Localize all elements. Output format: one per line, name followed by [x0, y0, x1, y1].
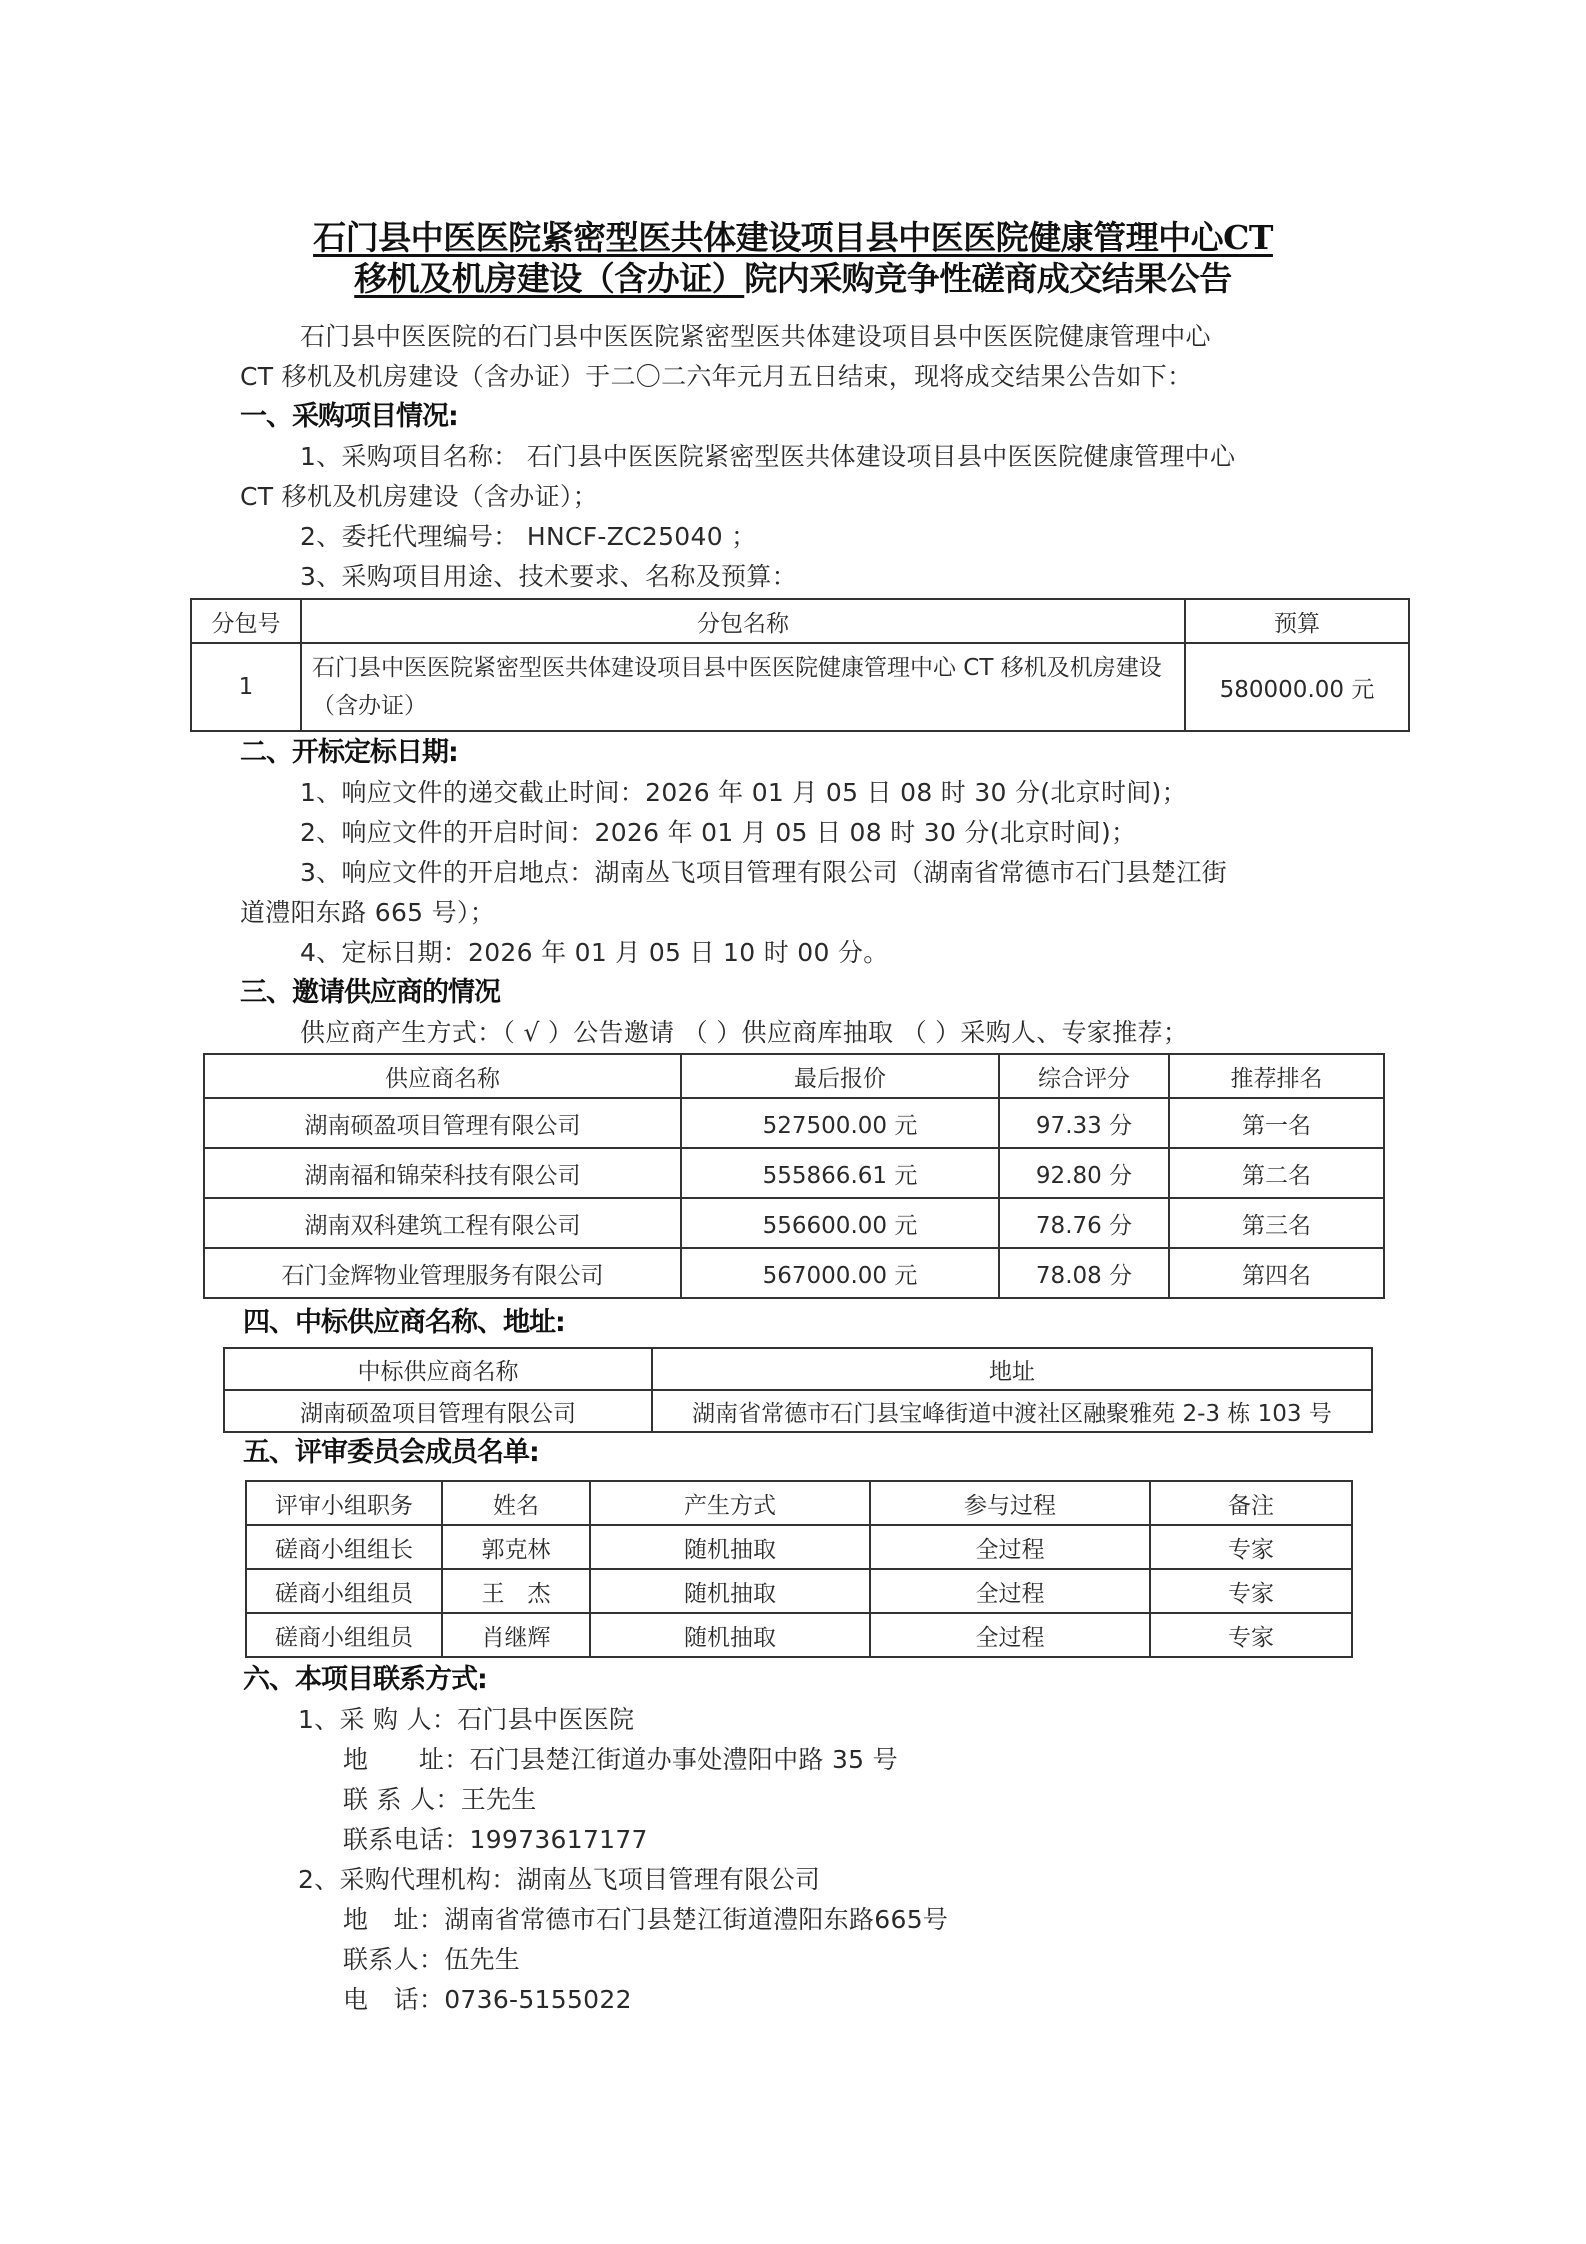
table-row — [246, 1525, 1352, 1569]
cell-role: 磋商小组组员 — [246, 1613, 442, 1657]
s2-item1: 1、响应文件的递交截止时间：2026 年 01 月 05 日 08 时 30 分(北京时间)； — [300, 778, 1187, 807]
cell-final-price: 567000.00 元 — [681, 1248, 999, 1298]
s3-supplier-method: 供应商产生方式：（ √ ）公告邀请 （ ）供应商库抽取 （ ）采购人、专家推荐； — [300, 1018, 1189, 1047]
s2-item4: 4、定标日期：2026 年 01 月 05 日 10 时 00 分。 — [300, 938, 889, 967]
review-committee-table — [245, 1480, 1353, 1658]
supplier-table — [203, 1053, 1385, 1299]
col-header-package-name: 分包名称 — [301, 599, 1185, 643]
cell-score: 78.08 分 — [999, 1248, 1169, 1298]
col-header-final-price: 最后报价 — [681, 1054, 999, 1098]
cell-package-no: 1 — [191, 643, 301, 731]
cell-score: 78.76 分 — [999, 1198, 1169, 1248]
agency-address: 地 址：湖南省常德市石门县楚江街道澧阳东路665号 — [343, 1905, 949, 1934]
col-header-package-no: 分包号 — [191, 599, 301, 643]
package-budget-table — [190, 598, 1410, 732]
cell-supplier-name: 湖南福和锦荣科技有限公司 — [204, 1148, 681, 1198]
section-1-heading: 一、采购项目情况: — [240, 401, 458, 432]
s1-item3: 3、采购项目用途、技术要求、名称及预算： — [300, 562, 797, 591]
table-header-row — [246, 1481, 1352, 1525]
intro-line-1: 石门县中医医院的石门县中医医院紧密型医共体建设项目县中医医院健康管理中心 — [300, 322, 1211, 351]
cell-selection: 随机抽取 — [590, 1613, 870, 1657]
s1-item1-line1: 1、采购项目名称： 石门县中医医院紧密型医共体建设项目县中医医院健康管理中心 — [300, 442, 1236, 471]
purchaser-phone: 联系电话：19973617177 — [343, 1825, 648, 1854]
table-row — [224, 1390, 1372, 1432]
cell-participation: 全过程 — [870, 1569, 1150, 1613]
cell-participation: 全过程 — [870, 1525, 1150, 1569]
col-header-address: 地址 — [652, 1348, 1372, 1390]
cell-final-price: 555866.61 元 — [681, 1148, 999, 1198]
cell-name: 郭克林 — [442, 1525, 590, 1569]
cell-selection: 随机抽取 — [590, 1525, 870, 1569]
cell-supplier-name: 石门金辉物业管理服务有限公司 — [204, 1248, 681, 1298]
agency-phone: 电 话：0736-5155022 — [343, 1985, 632, 2014]
title-text-1: 石门县中医医院紧密型医共体建设项目县中医医院健康管理中心CT — [313, 218, 1273, 257]
cell-rank: 第三名 — [1169, 1198, 1384, 1248]
section-3-heading: 三、邀请供应商的情况 — [240, 977, 500, 1008]
cell-winner-name: 湖南硕盈项目管理有限公司 — [224, 1390, 652, 1432]
document-title-line-1 — [0, 212, 1586, 259]
agency-label: 2、采购代理机构：湖南丛飞项目管理有限公司 — [298, 1865, 821, 1894]
col-header-winner-name: 中标供应商名称 — [224, 1348, 652, 1390]
cell-name: 肖继辉 — [442, 1613, 590, 1657]
cell-remark: 专家 — [1150, 1613, 1352, 1657]
col-header-budget: 预算 — [1185, 599, 1409, 643]
cell-score: 97.33 分 — [999, 1098, 1169, 1148]
title-underlined-part: 移机及机房建设（含办证） — [354, 259, 745, 298]
cell-rank: 第一名 — [1169, 1098, 1384, 1148]
purchaser-label: 1、采 购 人：石门县中医医院 — [298, 1705, 635, 1734]
cell-remark: 专家 — [1150, 1569, 1352, 1613]
table-header-row — [191, 599, 1409, 643]
s2-item3-line1: 3、响应文件的开启地点：湖南丛飞项目管理有限公司（湖南省常德市石门县楚江街 — [300, 858, 1228, 887]
col-header-supplier-name: 供应商名称 — [204, 1054, 681, 1098]
s2-item2: 2、响应文件的开启时间：2026 年 01 月 05 日 08 时 30 分(北京时间)； — [300, 818, 1137, 847]
table-row — [191, 643, 1409, 731]
col-header-score: 综合评分 — [999, 1054, 1169, 1098]
section-2-heading: 二、开标定标日期: — [240, 737, 458, 768]
s1-item1-line2: CT 移机及机房建设（含办证）； — [240, 482, 598, 511]
winning-supplier-table — [223, 1347, 1373, 1433]
table-row — [204, 1098, 1384, 1148]
s2-item3-line2: 道澧阳东路 665 号）； — [240, 898, 496, 927]
cell-score: 92.80 分 — [999, 1148, 1169, 1198]
table-row — [204, 1198, 1384, 1248]
cell-package-name: 石门县中医医院紧密型医共体建设项目县中医医院健康管理中心 CT 移机及机房建设（含办证） — [301, 643, 1185, 731]
table-row — [204, 1248, 1384, 1298]
col-header-selection: 产生方式 — [590, 1481, 870, 1525]
col-header-rank: 推荐排名 — [1169, 1054, 1384, 1098]
col-header-participation: 参与过程 — [870, 1481, 1150, 1525]
cell-name: 王 杰 — [442, 1569, 590, 1613]
cell-role: 磋商小组组员 — [246, 1569, 442, 1613]
col-header-remark: 备注 — [1150, 1481, 1352, 1525]
cell-winner-address: 湖南省常德市石门县宝峰街道中渡社区融聚雅苑 2-3 栋 103 号 — [652, 1390, 1372, 1432]
intro-line-2: CT 移机及机房建设（含办证）于二〇二六年元月五日结束，现将成交结果公告如下： — [240, 362, 1193, 391]
purchaser-address: 地 址：石门县楚江街道办事处澧阳中路 35 号 — [343, 1745, 898, 1774]
section-5-heading: 五、评审委员会成员名单: — [243, 1437, 539, 1468]
table-row — [204, 1148, 1384, 1198]
section-6-heading: 六、本项目联系方式: — [243, 1664, 487, 1695]
cell-selection: 随机抽取 — [590, 1569, 870, 1613]
cell-participation: 全过程 — [870, 1613, 1150, 1657]
s1-item2: 2、委托代理编号： HNCF-ZC25040 ； — [300, 522, 757, 551]
cell-role: 磋商小组组长 — [246, 1525, 442, 1569]
document-title-line-2 — [0, 253, 1586, 300]
purchaser-contact: 联 系 人：王先生 — [343, 1785, 537, 1814]
title-rest-part: 院内采购竞争性磋商成交结果公告 — [744, 259, 1232, 298]
col-header-name: 姓名 — [442, 1481, 590, 1525]
agency-contact: 联系人：伍先生 — [343, 1945, 521, 1974]
cell-final-price: 556600.00 元 — [681, 1198, 999, 1248]
table-row — [246, 1613, 1352, 1657]
cell-remark: 专家 — [1150, 1525, 1352, 1569]
cell-supplier-name: 湖南双科建筑工程有限公司 — [204, 1198, 681, 1248]
table-header-row — [204, 1054, 1384, 1098]
col-header-role: 评审小组职务 — [246, 1481, 442, 1525]
cell-budget: 580000.00 元 — [1185, 643, 1409, 731]
table-header-row — [224, 1348, 1372, 1390]
cell-rank: 第二名 — [1169, 1148, 1384, 1198]
section-4-heading: 四、中标供应商名称、地址: — [243, 1307, 565, 1338]
cell-supplier-name: 湖南硕盈项目管理有限公司 — [204, 1098, 681, 1148]
cell-rank: 第四名 — [1169, 1248, 1384, 1298]
table-row — [246, 1569, 1352, 1613]
cell-final-price: 527500.00 元 — [681, 1098, 999, 1148]
